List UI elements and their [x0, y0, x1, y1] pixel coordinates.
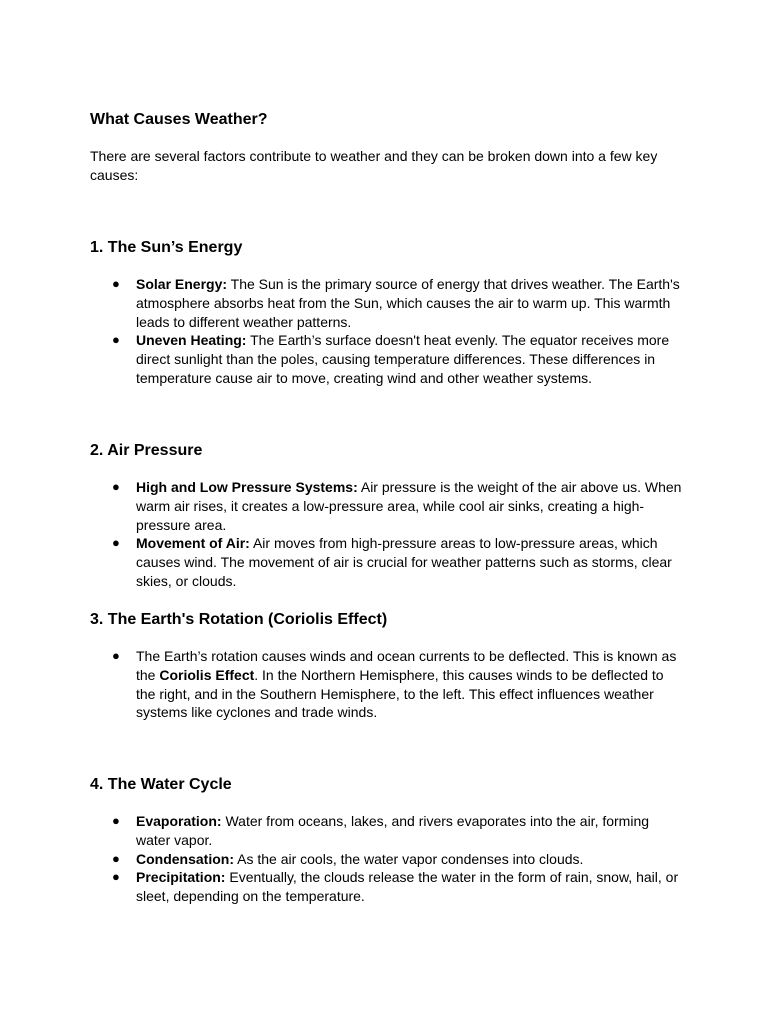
bullet-list-air-pressure — [0, 478, 768, 591]
bullet-text: Eventually, the clouds release the water in the form of rain, snow, hail, or sleet, depending on the temperature. — [136, 869, 679, 905]
list-item-pressure-systems — [0, 478, 682, 534]
bullet-label: Solar Energy: — [136, 276, 228, 292]
bullet-icon: ● — [112, 869, 120, 885]
list-item-condensation — [0, 850, 682, 869]
bullet-label: Uneven Heating: — [136, 332, 247, 349]
section-heading-air-pressure: 2. Air Pressure — [90, 442, 203, 459]
bullet-label: High and Low Pressure Systems: — [136, 479, 358, 495]
bullet-list-earths-rotation — [0, 647, 768, 722]
list-item-precipitation — [0, 868, 682, 906]
bullet-label: Condensation: — [136, 850, 234, 867]
bullet-text: Water from oceans, lakes, and rivers evaporates into the air, forming water vapor. — [136, 813, 650, 848]
bullet-text: Air moves from high-pressure areas to low-pressure areas, which causes wind. The movement of air is crucial for weather patterns such as storms, clear skies, or clouds. — [136, 535, 672, 589]
bullet-icon: ● — [112, 850, 120, 866]
bullet-icon: ● — [112, 648, 120, 663]
section-heading-earths-rotation: 3. The Earth's Rotation (Coriolis Effect) — [90, 611, 388, 628]
bullet-text: The Sun is the primary source of energy that drives weather. The Earth's atmosphere absorbs heat from the Sun, which causes the air to warm up. This warmth leads to different weather patterns. — [136, 276, 680, 330]
bullet-icon: ● — [112, 535, 120, 551]
section-heading-water-cycle: 4. The Water Cycle — [90, 776, 232, 793]
bullet-icon: ● — [112, 276, 120, 291]
bullet-list-water-cycle — [0, 812, 768, 906]
document-title: What Causes Weather? — [90, 111, 268, 128]
list-item-evaporation — [0, 812, 682, 850]
list-item-uneven-heating — [0, 331, 682, 387]
list-item-coriolis — [0, 647, 682, 722]
list-item-solar-energy — [0, 275, 682, 331]
bullet-text: Air pressure is the weight of the air above us. When warm air rises, it creates a low-pressure area, while cool air sinks, creating a high-pressure area. — [136, 479, 682, 533]
bullet-icon: ● — [112, 479, 120, 494]
bullet-text: The Earth’s surface doesn't heat evenly. The equator receives more direct sunlight than the poles, causing temperature differences. These differences in temperature cause air to move, creating wind and other weather systems. — [136, 332, 670, 386]
list-item-movement-of-air — [0, 534, 682, 590]
bullet-icon: ● — [112, 813, 120, 828]
bullet-label: Evaporation: — [136, 813, 222, 829]
bullet-label: Precipitation: — [136, 869, 226, 886]
bullet-text: As the air cools, the water vapor condenses into clouds. — [234, 850, 584, 867]
bullet-text-after: . In the Northern Hemisphere, this causes winds to be deflected to the right, and in the Southern Hemisphere, to the left. This effect influences weather systems like cyclones and trade winds. — [136, 666, 664, 721]
bullet-list-suns-energy — [0, 275, 768, 388]
bullet-text-before: The Earth’s rotation causes winds and ocean currents to be deflected. This is known as the — [136, 648, 677, 683]
bullet-bold-term: Coriolis Effect — [159, 666, 255, 683]
intro-paragraph: There are several factors contribute to weather and they can be broken down into a few key causes: — [90, 148, 658, 183]
section-heading-suns-energy: 1. The Sun’s Energy — [90, 239, 243, 256]
bullet-label: Movement of Air: — [136, 535, 250, 552]
bullet-icon: ● — [112, 332, 120, 348]
